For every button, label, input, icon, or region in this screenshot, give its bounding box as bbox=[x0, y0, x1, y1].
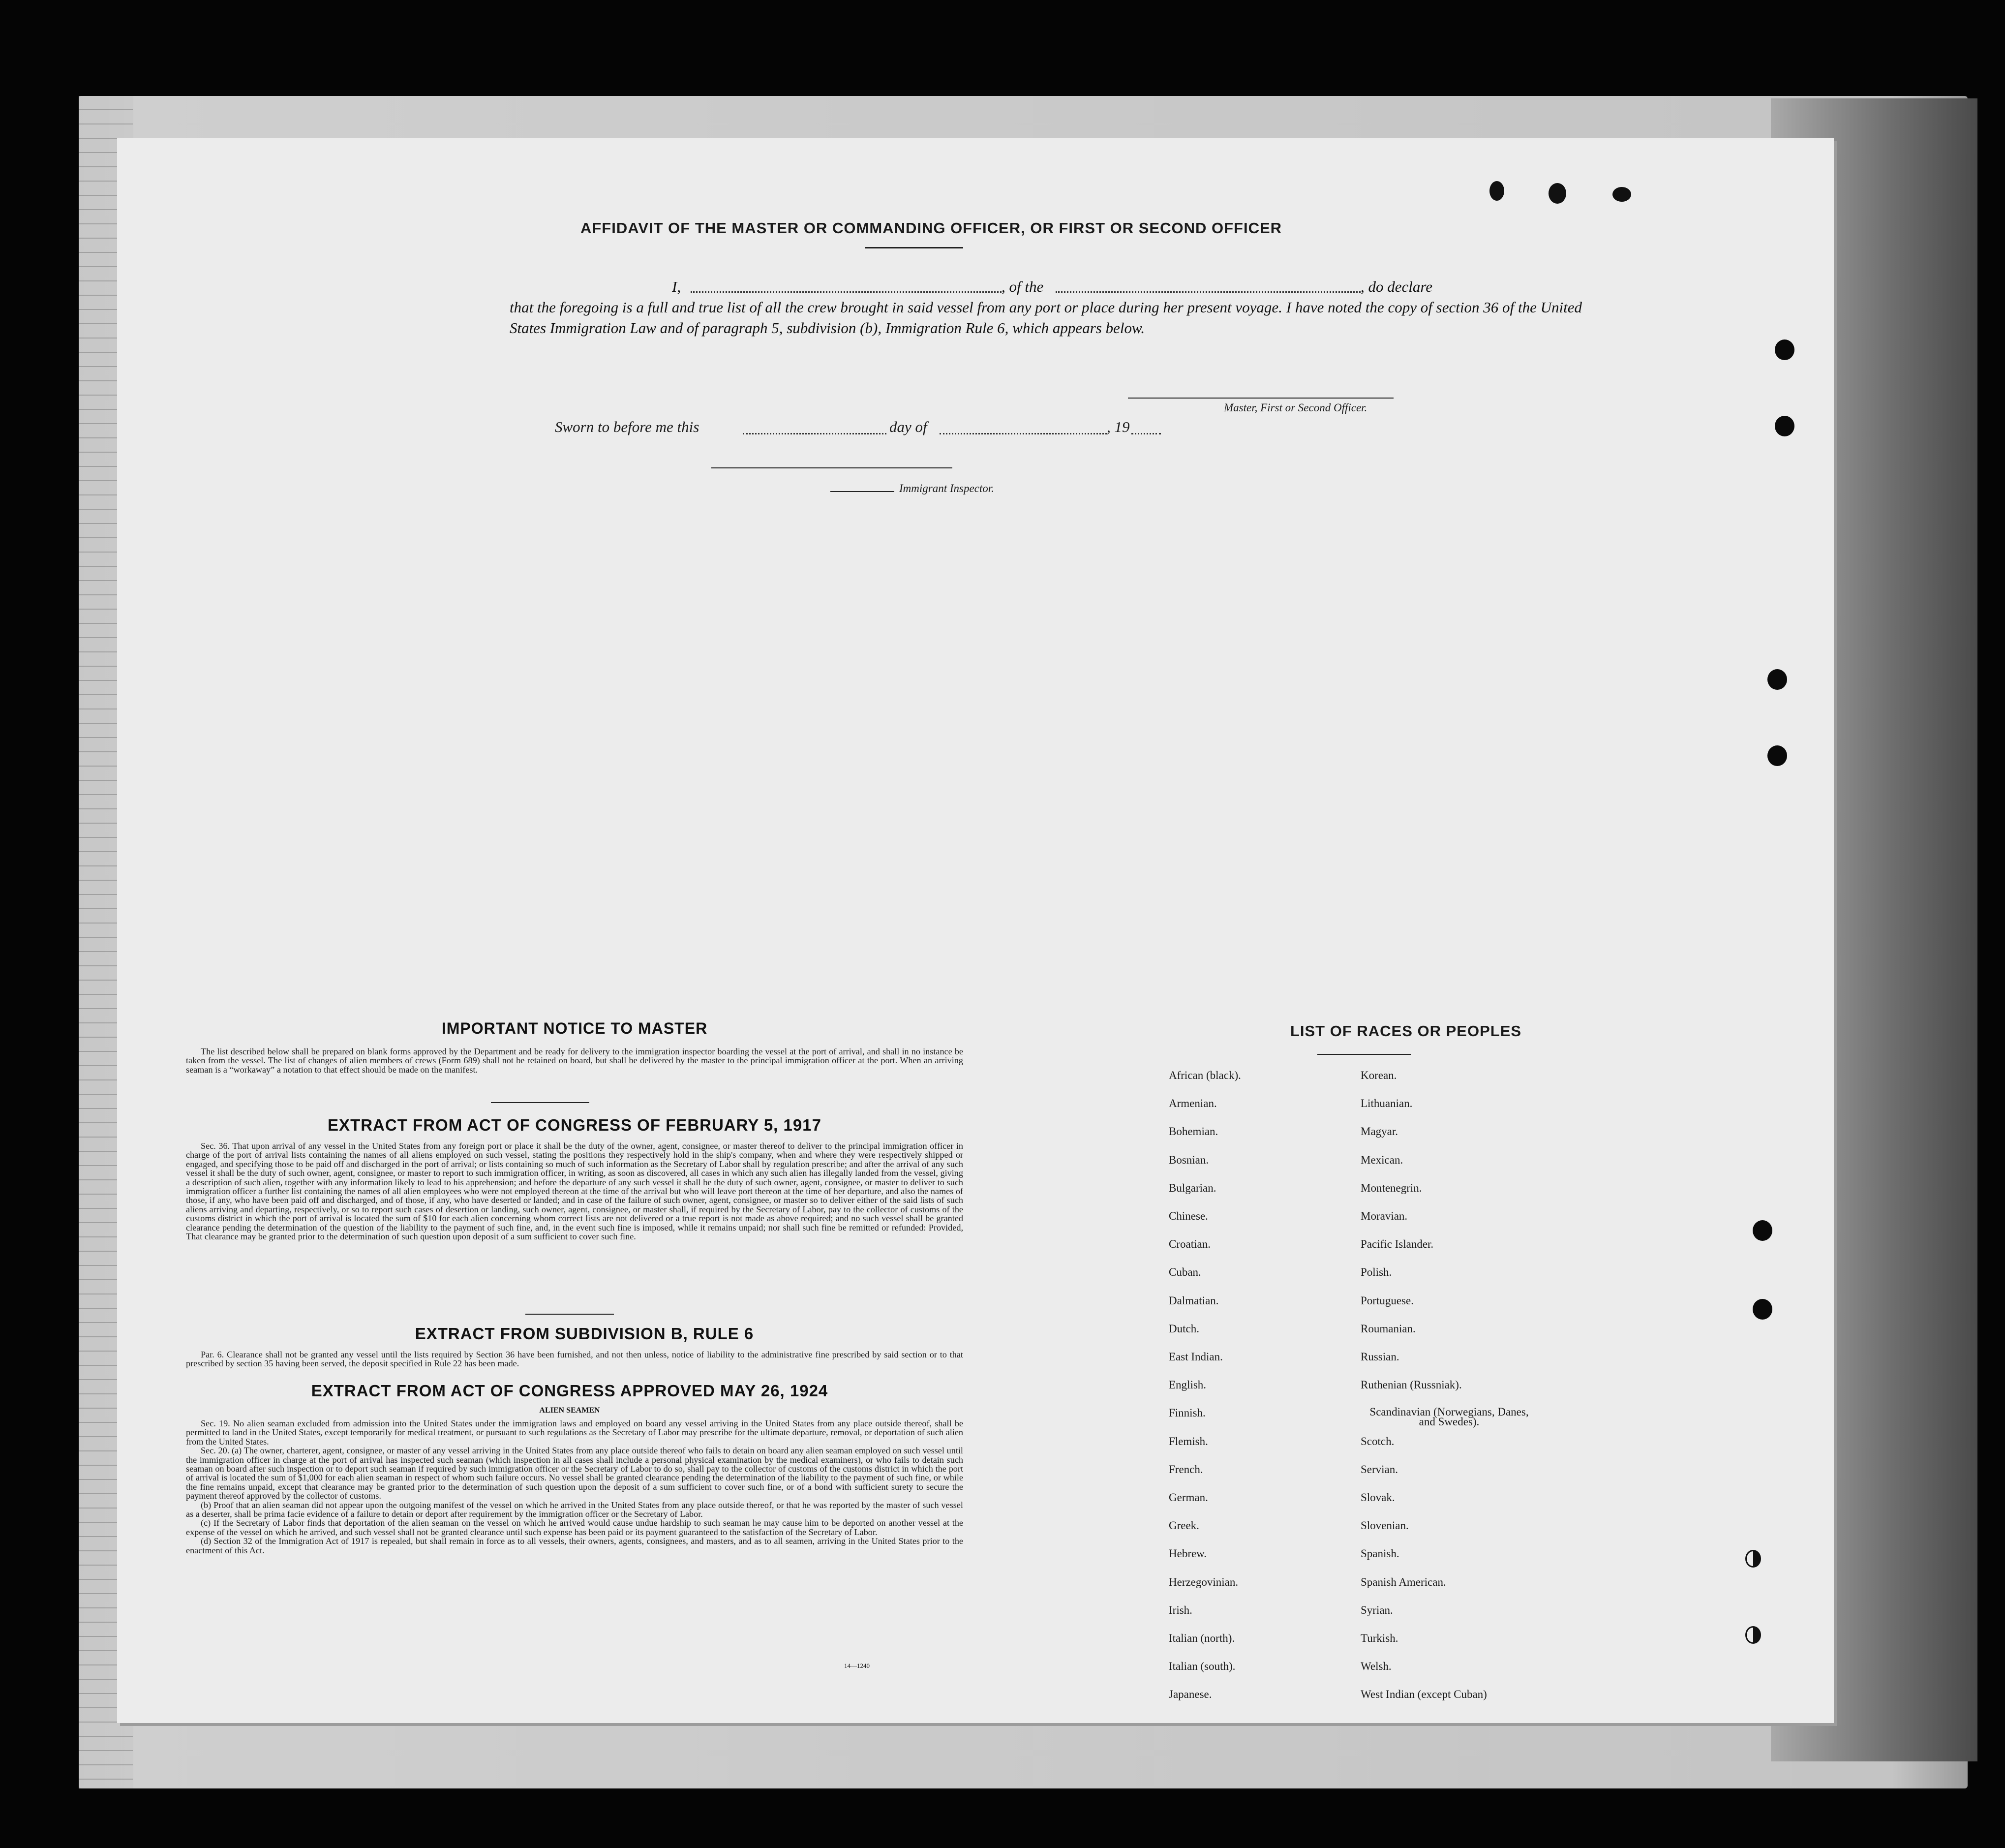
race-item: Russian. bbox=[1361, 1351, 1399, 1363]
declaration-body: that the foregoing is a full and true list of all the crew brought in said vessel from any port or place during her present voyage. I have noted the copy of section 36 of the United States Immigration Law and of paragraph 5, subdivision (b), Immigration Rule 6, which appears below. bbox=[510, 299, 1582, 337]
punch-hole bbox=[1753, 1299, 1772, 1320]
race-item: Bosnian. bbox=[1169, 1153, 1209, 1166]
sworn-month-blank[interactable] bbox=[940, 433, 1107, 434]
race-item: Armenian. bbox=[1169, 1097, 1217, 1110]
punch-hole bbox=[1753, 1220, 1772, 1241]
race-item: Scandinavian (Norwegians, Danes, and Swedes). bbox=[1369, 1406, 1529, 1428]
race-item: African (black). bbox=[1169, 1069, 1241, 1081]
punch-hole bbox=[1767, 745, 1787, 766]
punch-hole bbox=[1745, 1626, 1761, 1644]
sec-20b-paragraph: (b) Proof that an alien seaman did not appear upon the outgoing manifest of the vessel on which he arrived in the United States from any place outside thereof, or that he was reported by the master of such vessel as a deserter, shall be prima facie evidence of a failure to detain or deport after requirement by the immigration officer or the Secretary of Labor. bbox=[186, 1500, 963, 1519]
race-item: German. bbox=[1169, 1491, 1208, 1504]
race-item: English. bbox=[1169, 1379, 1207, 1391]
title-rule bbox=[865, 247, 963, 248]
sworn-day-blank[interactable] bbox=[743, 433, 886, 434]
year-prefix: , 19 bbox=[1107, 418, 1130, 435]
i-label: I, bbox=[672, 278, 681, 295]
race-item: Italian (north). bbox=[1169, 1632, 1235, 1644]
race-item: Flemish. bbox=[1169, 1435, 1208, 1448]
race-item: Roumanian. bbox=[1361, 1322, 1416, 1335]
race-item: Croatian. bbox=[1169, 1238, 1211, 1251]
race-item: West Indian (except Cuban) bbox=[1361, 1688, 1487, 1701]
race-item: Portuguese. bbox=[1361, 1294, 1414, 1307]
race-item: Servian. bbox=[1361, 1463, 1398, 1476]
section-rule bbox=[525, 1314, 614, 1315]
notice-body bbox=[186, 1047, 963, 1074]
race-item: Pacific Islander. bbox=[1361, 1238, 1434, 1251]
extract-1924-body bbox=[186, 1419, 963, 1555]
race-item: Finnish. bbox=[1169, 1407, 1206, 1419]
sec-19-paragraph: Sec. 19. No alien seaman excluded from admission into the United States under the immigration laws and employed on board any vessel arriving in the United States from any place outside thereof, shall be permitted to land in the United States, except temporarily for medical treatment, or pursuant to such regulations as the Secretary of Labor may prescribe for the ultimate departure, removal, or deportation of such alien from the United States. bbox=[186, 1418, 963, 1447]
races-rule bbox=[1317, 1054, 1411, 1055]
inspector-label: Immigrant Inspector. bbox=[899, 482, 994, 494]
punch-hole bbox=[1775, 416, 1794, 436]
name-blank[interactable] bbox=[691, 291, 1002, 293]
form-number: 14—1240 bbox=[844, 1662, 870, 1669]
notice-paragraph: The list described below shall be prepared on blank forms approved by the Department and be ready for delivery to the immigration inspector boarding the vessel at the port of arrival, and shall in no instance be taken from the vessel. The list of changes of alien members of crews (Form 689) shall not be retained on board, but shall be delivered by the master to the principal immigration officer at the port. When an arriving seaman is a “workaway” a notation to that effect should be made on the manifest. bbox=[186, 1047, 963, 1075]
declaration bbox=[510, 277, 1582, 339]
declaration-first-line bbox=[510, 277, 1582, 297]
sworn-year-blank[interactable] bbox=[1131, 433, 1161, 434]
sec-20a-paragraph: Sec. 20. (a) The owner, charterer, agent, consignee, or master of any vessel arriving in the United States from any place outside thereof who fails to detain on board any alien seaman employed on such vessel until the immigration officer in charge at the port of arrival has inspected such seaman (which inspection in all cases shall include a personal physical examination by the medical examiners), or who fails to detain such seaman on board after such inspection or to deport such seaman if required by such immigration officer or the Secretary of Labor to do so, shall pay to the collector of customs of the customs district in which the port of arrival is located the sum of $1,000 for each alien seaman in respect of whom such failure occurs. No vessel shall be granted clearance pending the determination of the liability to the payment of such fine, or while the fine remains unpaid, except that clearance may be granted prior to the determination of such question upon the deposit of a sum sufficient to cover such fine, or of a bond with sufficient surety to secure the payment thereof approved by the collector of customs. bbox=[186, 1446, 963, 1501]
extract-rule6-body bbox=[186, 1350, 963, 1368]
race-item: Bohemian. bbox=[1169, 1125, 1218, 1138]
master-signature-line[interactable] bbox=[1128, 398, 1394, 399]
race-item: Ruthenian (Russniak). bbox=[1361, 1379, 1462, 1391]
race-item: Welsh. bbox=[1361, 1660, 1392, 1673]
extract-1917-body bbox=[186, 1141, 963, 1241]
race-item: Herzegovinian. bbox=[1169, 1575, 1239, 1588]
section-rule bbox=[491, 1102, 589, 1103]
race-item: Syrian. bbox=[1361, 1603, 1393, 1616]
punch-hole bbox=[1767, 669, 1787, 690]
race-item: Dalmatian. bbox=[1169, 1294, 1219, 1307]
do-declare-label: , do declare bbox=[1361, 278, 1433, 295]
races-title: LIST OF RACES OR PEOPLES bbox=[1290, 1022, 1522, 1040]
race-item: East Indian. bbox=[1169, 1351, 1223, 1363]
race-item: Italian (south). bbox=[1169, 1660, 1236, 1673]
punch-hole bbox=[1745, 1550, 1761, 1568]
race-item: Mexican. bbox=[1361, 1153, 1403, 1166]
inspector-short-rule bbox=[830, 491, 894, 492]
race-item: Dutch. bbox=[1169, 1322, 1199, 1335]
extract-1917-title: EXTRACT FROM ACT OF CONGRESS OF FEBRUARY 5, 1917 bbox=[328, 1116, 821, 1134]
affidavit-title: AFFIDAVIT OF THE MASTER OR COMMANDING OFFICER, OR FIRST OR SECOND OFFICER bbox=[580, 219, 1282, 237]
race-item: Polish. bbox=[1361, 1266, 1392, 1279]
race-item: Montenegrin. bbox=[1361, 1181, 1422, 1194]
extract-1924-title: EXTRACT FROM ACT OF CONGRESS APPROVED MAY 26, 1924 bbox=[311, 1382, 828, 1400]
notice-title: IMPORTANT NOTICE TO MASTER bbox=[441, 1019, 708, 1037]
extract-1924-subtitle: ALIEN SEAMEN bbox=[539, 1406, 600, 1415]
race-item: Magyar. bbox=[1361, 1125, 1398, 1138]
sec-20c-paragraph: (c) If the Secretary of Labor finds that deportation of the alien seaman on the vessel on which he arrived would cause undue hardship to such seaman he may cause him to be deported on another vessel at the expense of the vessel on which he arrived, and such vessel shall not be granted clearance until such expense has been paid or its payment guaranteed to the satisfaction of the Secretary of Labor. bbox=[186, 1518, 963, 1537]
race-item: Bulgarian. bbox=[1169, 1181, 1216, 1194]
race-item: Spanish. bbox=[1361, 1547, 1399, 1560]
inspector-signature-line[interactable] bbox=[711, 467, 952, 468]
extract-1917-paragraph: Sec. 36. That upon arrival of any vessel in the United States from any foreign port or place it shall be the duty of the owner, agent, consignee, or master thereof to deliver to the principal immigration officer in charge of the port of arrival lists containing the names of all aliens employed on such vessel, stating the positions they respectively hold in the ship's company, when and where they were respectively shipped or engaged, and specifying those to be paid off and discharged in the port of arrival; or lists containing so much of such information as the Secretary of Labor shall by regulation prescribe; and after the arrival of any such vessel it shall be the duty of such owner, agent, consignee, or master to report to such immigration officer, in writing, as soon as discovered, all cases in which any such alien has illegally landed from the vessel, giving a description of such alien, together with any information likely to lead to his apprehension; and before the departure of any such vessel it shall be the duty of such owner, agent, consignee, or master to deliver to such immigration officer a further list containing the names of all alien employees who were not employed thereon at the time of the arrival but who will leave port thereon at the time of her departure, and also the names of those, if any, who have been paid off and discharged, and of those, if any, who have deserted or landed; and in case of the failure of such owner, agent, consignee, or master so to deliver either of the said lists of such aliens arriving and departing, respectively, or so to report such cases of desertion or landing, such owner, agent, consignee, or master shall, if required by the Secretary of Labor, pay to the collector of customs of the customs district in which the port of arrival is located the sum of $10 for each alien concerning whom correct lists are not delivered or a true report is not made as above required; and no such vessel shall be granted clearance pending the determination of the question of the liability to the payment of such fine, and, in the event such fine is imposed, while it remains unpaid; nor shall such fine be remitted or refunded: Provided, That clearance may be granted prior to the determination of such question upon deposit of a sum sufficient to cover such fine. bbox=[186, 1141, 963, 1242]
race-item: French. bbox=[1169, 1463, 1203, 1476]
race-item: Slovenian. bbox=[1361, 1519, 1409, 1532]
race-item: Hebrew. bbox=[1169, 1547, 1207, 1560]
race-item: Greek. bbox=[1169, 1519, 1199, 1532]
race-item: Korean. bbox=[1361, 1069, 1397, 1081]
ink-smudge bbox=[1549, 183, 1566, 204]
master-label: Master, First or Second Officer. bbox=[1224, 401, 1367, 414]
race-item: Irish. bbox=[1169, 1603, 1192, 1616]
punch-hole bbox=[1775, 339, 1794, 360]
race-item: Cuban. bbox=[1169, 1266, 1201, 1279]
day-of-label: day of bbox=[889, 418, 927, 435]
ink-smudge bbox=[1489, 181, 1504, 201]
race-item: Scotch. bbox=[1361, 1435, 1395, 1448]
race-item: Slovak. bbox=[1361, 1491, 1395, 1504]
vessel-blank[interactable] bbox=[1056, 291, 1361, 293]
race-item: Turkish. bbox=[1361, 1632, 1398, 1644]
extract-rule6-paragraph: Par. 6. Clearance shall not be granted any vessel until the lists required by Section 36 have been furnished, and not then unless, notice of liability to the administrative fine prescribed by said section or to that prescribed by section 35 having been served, the deposit specified in Rule 22 has been made. bbox=[186, 1350, 963, 1369]
document-page bbox=[117, 138, 1834, 1723]
sworn-label: Sworn to before me this bbox=[555, 418, 699, 435]
race-item: Spanish American. bbox=[1361, 1575, 1446, 1588]
race-item: Moravian. bbox=[1361, 1210, 1408, 1222]
race-item: Japanese. bbox=[1169, 1688, 1212, 1701]
sec-20d-paragraph: (d) Section 32 of the Immigration Act of 1917 is repealed, but shall remain in force as to all vessels, their owners, agents, consignees, and masters, and as to all seamen, arriving in the United States prior to the enactment of this Act. bbox=[186, 1536, 963, 1555]
race-item: Lithuanian. bbox=[1361, 1097, 1413, 1110]
of-the-label: , of the bbox=[1002, 278, 1044, 295]
extract-rule6-title: EXTRACT FROM SUBDIVISION B, RULE 6 bbox=[415, 1324, 754, 1343]
ink-smudge bbox=[1612, 187, 1631, 202]
race-item: Chinese. bbox=[1169, 1210, 1208, 1222]
